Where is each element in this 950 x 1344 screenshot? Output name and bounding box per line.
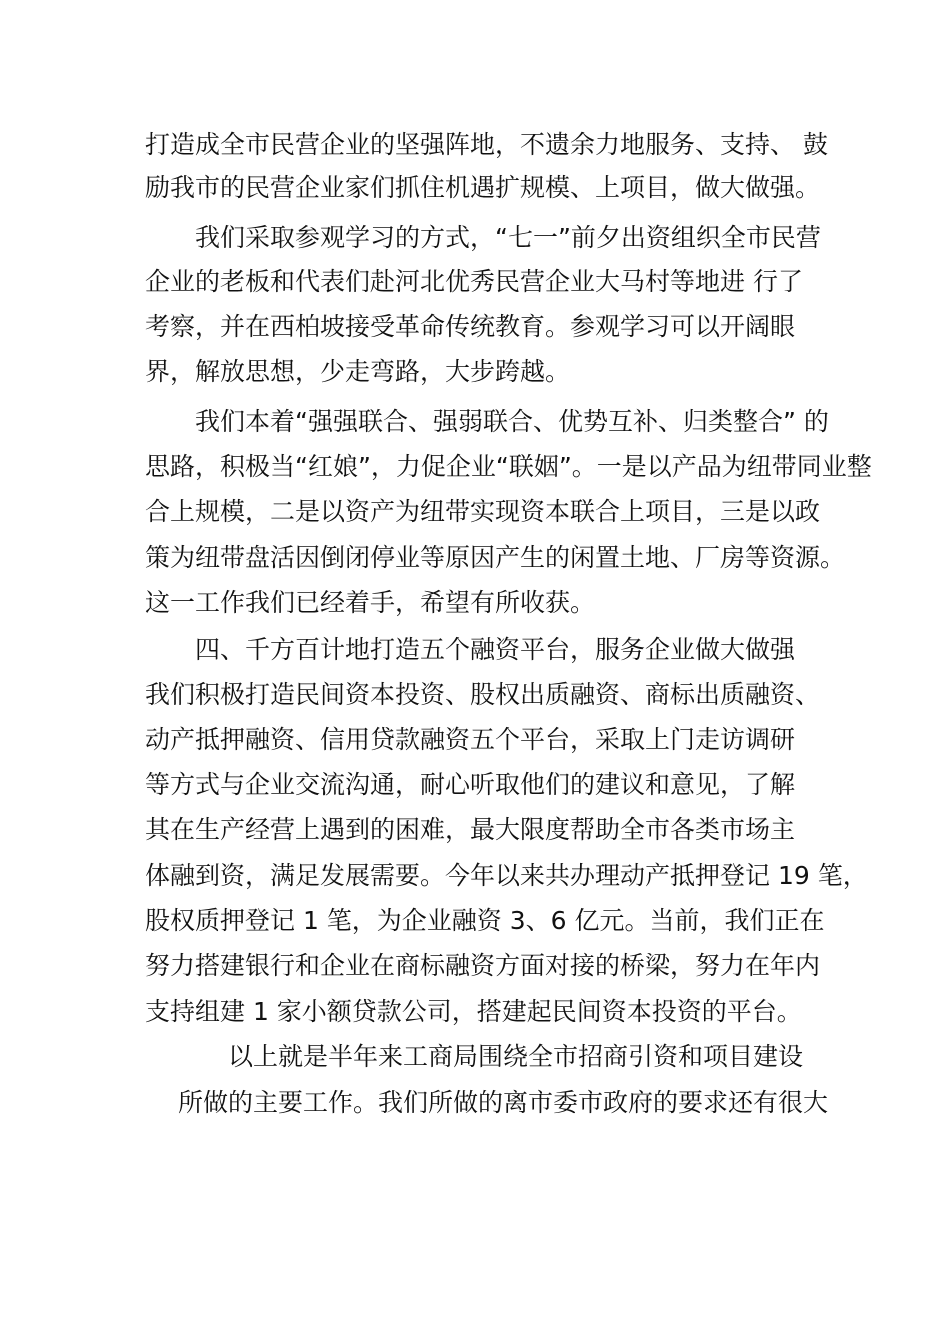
paragraph-line: 努力搭建银行和企业在商标融资方面对接的桥梁，努力在年内 — [145, 951, 821, 980]
paragraph-line: 合上规模，二是以资产为纽带实现资本联合上项目，三是以政 — [145, 497, 821, 526]
paragraph-line: 体融到资，满足发展需要。今年以来共办理动产抵押登记 19 笔， — [145, 861, 868, 890]
paragraph-line: 支持组建 1 家小额贷款公司，搭建起民间资本投资的平台。 — [145, 997, 802, 1026]
paragraph-line: 以上就是半年来工商局围绕全市招商引资和项目建设 — [228, 1042, 804, 1071]
paragraph-line: 这一工作我们已经着手，希望有所收获。 — [145, 588, 596, 617]
paragraph-line: 所做的主要工作。我们所做的离市委市政府的要求还有很大 — [178, 1088, 829, 1117]
paragraph-line: 我们采取参观学习的方式，“七一”前夕出资组织全市民营 — [195, 223, 821, 252]
paragraph-line: 股权质押登记 1 笔，为企业融资 3、6 亿元。当前，我们正在 — [145, 906, 825, 935]
paragraph-line: 其在生产经营上遇到的困难，最大限度帮助全市各类市场主 — [145, 815, 796, 844]
paragraph-line: 打造成全市民营企业的坚强阵地，不遗余力地服务、支持、 鼓 — [145, 130, 828, 159]
paragraph-line: 励我市的民营企业家们抓住机遇扩规模、上项目，做大做强。 — [145, 173, 821, 202]
paragraph-line: 思路，积极当“红娘”，力促企业“联姻”。一是以产品为纽带同业整 — [145, 452, 872, 481]
paragraph-line: 动产抵押融资、信用贷款融资五个平台，采取上门走访调研 — [145, 725, 796, 754]
paragraph-line: 企业的老板和代表们赴河北优秀民营企业大马村等地进 行了 — [145, 267, 803, 296]
paragraph-line: 策为纽带盘活因倒闭停业等原因产生的闲置土地、厂房等资源。 — [145, 543, 846, 572]
paragraph-line: 我们本着“强强联合、强弱联合、优势互补、归类整合” 的 — [195, 407, 829, 436]
section-heading: 四、千方百计地打造五个融资平台，服务企业做大做强 — [195, 635, 796, 664]
paragraph-line: 考察，并在西柏坡接受革命传统教育。参观学习可以开阔眼 — [145, 312, 796, 341]
paragraph-line: 我们积极打造民间资本投资、股权出质融资、商标出质融资、 — [145, 680, 821, 709]
paragraph-line: 界，解放思想，少走弯路，大步跨越。 — [145, 357, 571, 386]
paragraph-line: 等方式与企业交流沟通，耐心听取他们的建议和意见，了解 — [145, 770, 796, 799]
